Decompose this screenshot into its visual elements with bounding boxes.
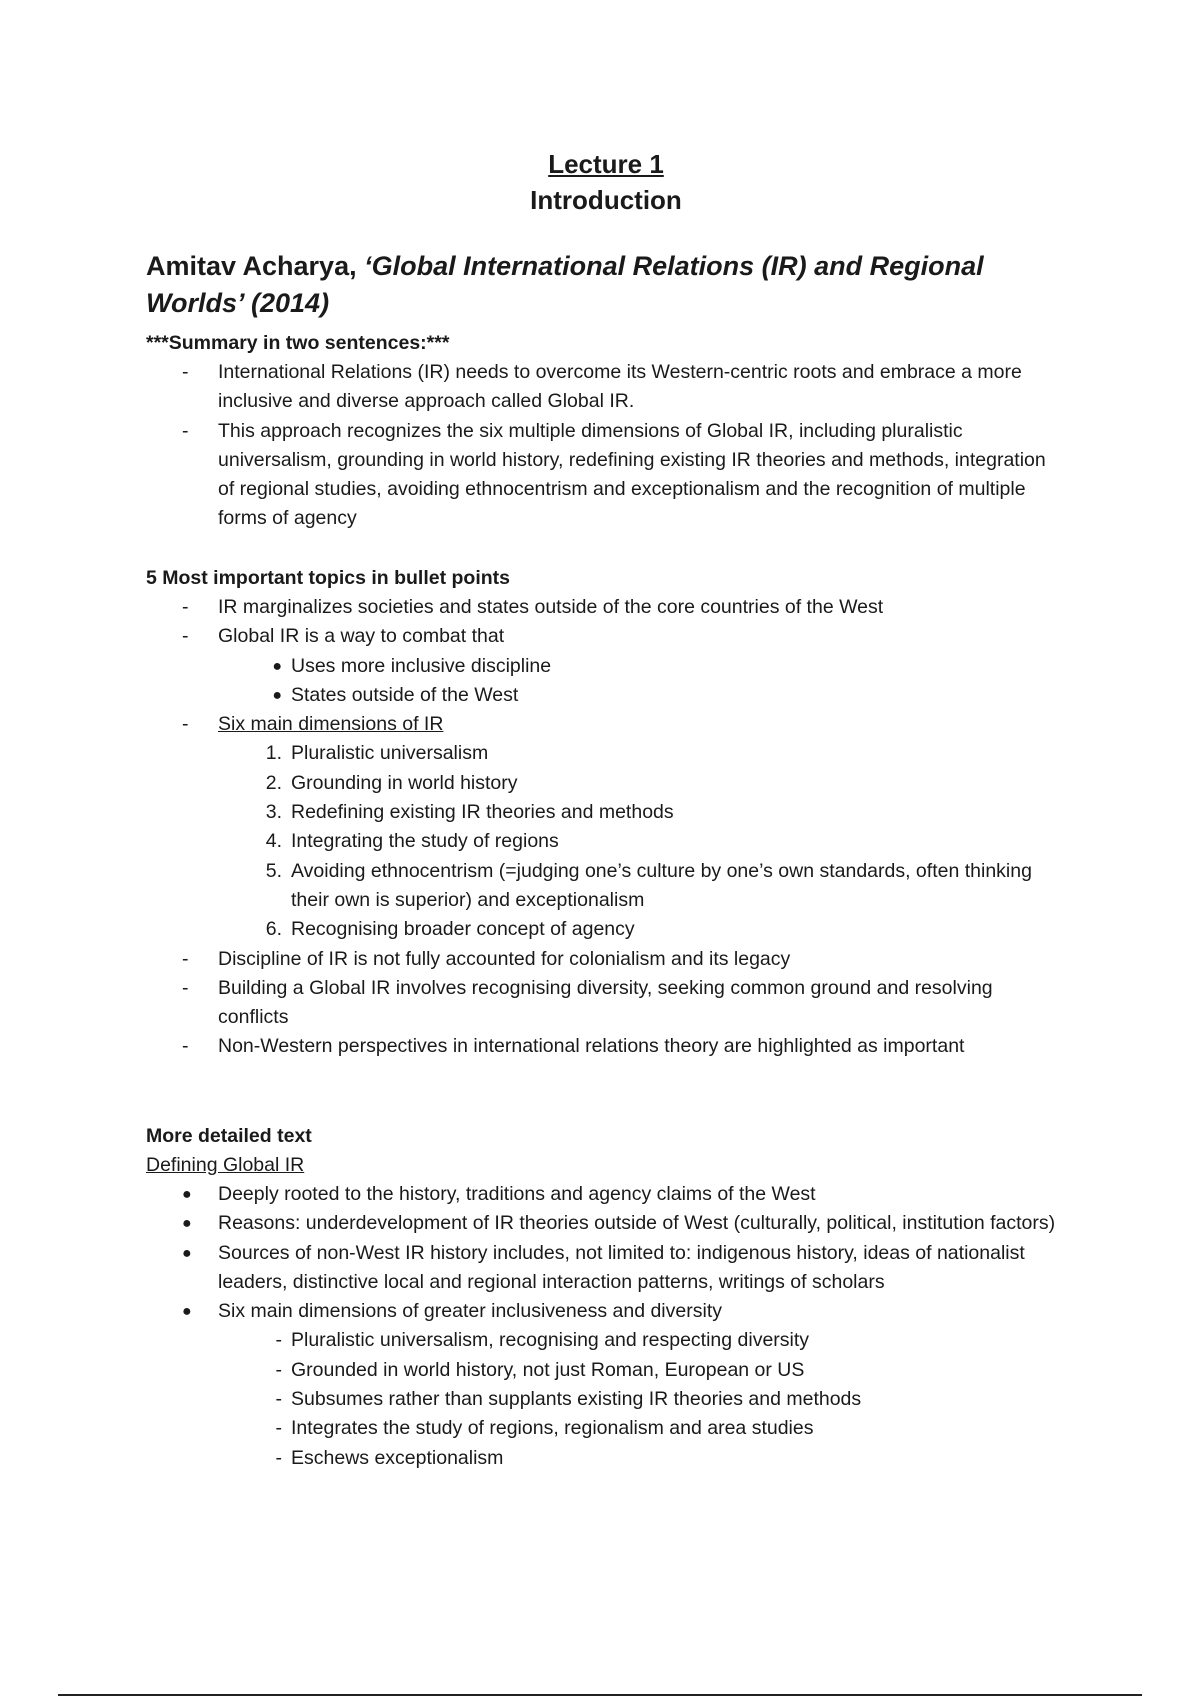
dash-marker: - — [182, 625, 189, 648]
list-item-text: States outside of the West — [291, 683, 519, 706]
list-item-text: Grounded in world history, not just Roman, European or US — [291, 1358, 805, 1381]
topics-label: 5 Most important topics in bullet points — [146, 567, 510, 589]
detailed-label: More detailed text — [146, 1125, 312, 1147]
page-bottom-rule — [58, 1694, 1142, 1696]
lecture-number: Lecture 1 — [548, 149, 664, 179]
bullet-marker: ● — [182, 1303, 192, 1321]
bullet-marker: ● — [182, 1244, 192, 1262]
list-item-text: Global IR is a way to combat that — [218, 625, 505, 648]
list-item-text: Sources of non-West IR history includes, not limited to: indigenous history, ideas of nationalist leaders, distinctive local and regional interaction patterns, writings of scholars — [218, 1241, 1025, 1293]
numbered-item — [146, 857, 1066, 916]
list-item-text: Integrates the study of regions, regionalism and area studies — [291, 1417, 814, 1440]
list-item — [146, 1444, 1066, 1473]
topics-section — [146, 564, 1066, 1062]
list-item — [146, 1180, 1066, 1209]
dash-marker: - — [182, 713, 189, 736]
list-item — [146, 945, 1066, 974]
dash-marker: - — [182, 976, 189, 999]
lecture-title: Introduction — [530, 185, 682, 215]
reading-author: Amitav Acharya, — [146, 251, 365, 281]
list-item — [146, 652, 1066, 681]
summary-section — [146, 329, 1066, 534]
list-item — [146, 593, 1066, 622]
list-item-text: Eschews exceptionalism — [291, 1446, 504, 1469]
list-item — [146, 1356, 1066, 1385]
list-item-text: Six main dimensions of greater inclusiveness and diversity — [218, 1300, 722, 1323]
list-item — [146, 1326, 1066, 1355]
list-item-text: Recognising broader concept of agency — [291, 918, 635, 941]
list-item-text: Pluralistic universalism, recognising and respecting diversity — [291, 1329, 810, 1352]
list-item — [146, 1385, 1066, 1414]
number-marker: 2. — [265, 771, 282, 794]
list-item-text: Deeply rooted to the history, traditions and agency claims of the West — [218, 1183, 816, 1205]
numbered-item — [146, 827, 1066, 856]
summary-label: ***Summary in two sentences:*** — [146, 332, 450, 354]
list-item — [146, 710, 1066, 739]
list-item — [146, 1297, 1066, 1326]
list-item — [146, 1209, 1066, 1238]
reading-title: ‘Global International Relations (IR) and Regional Worlds’ (2014) — [146, 251, 984, 318]
dash-marker: - — [275, 1417, 282, 1440]
dash-marker: - — [182, 947, 189, 970]
list-item-text: Pluralistic universalism — [291, 742, 489, 765]
numbered-item — [146, 915, 1066, 944]
list-item-text: International Relations (IR) needs to overcome its Western-centric roots and embrace a more inclusive and diverse approach called Global IR. — [218, 361, 1022, 413]
number-marker: 6. — [265, 918, 282, 941]
list-item-text: Building a Global IR involves recognising diversity, seeking common ground and resolving conflicts — [218, 976, 993, 1029]
dash-marker: - — [275, 1358, 282, 1381]
list-item-text: Discipline of IR is not fully accounted for colonialism and its legacy — [218, 947, 791, 970]
dash-marker: - — [182, 596, 189, 618]
summary-list — [146, 358, 1066, 534]
bullet-marker: ● — [272, 657, 282, 675]
number-marker: 1. — [265, 742, 282, 765]
list-item — [146, 358, 1066, 417]
reading-heading — [146, 248, 1066, 322]
bullet-marker: ● — [272, 686, 282, 704]
list-item — [146, 681, 1066, 710]
bullet-marker: ● — [182, 1215, 192, 1233]
list-item — [146, 622, 1066, 651]
list-item-text: Avoiding ethnocentrism (=judging one’s culture by one’s own standards, often thinking their own is superior) and exceptionalism — [291, 859, 1032, 911]
list-item — [146, 1032, 1066, 1061]
dash-marker: - — [182, 419, 189, 442]
numbered-item — [146, 769, 1066, 798]
dash-marker: - — [182, 361, 189, 383]
list-item-text: Reasons: underdevelopment of IR theories outside of West (culturally, political, institution factors) — [218, 1212, 1056, 1235]
detailed-list — [146, 1180, 1066, 1473]
list-item — [146, 974, 1066, 1033]
list-item-text: Subsumes rather than supplants existing IR theories and methods — [291, 1388, 862, 1411]
dash-marker: - — [182, 1035, 189, 1058]
numbered-item — [146, 798, 1066, 827]
dash-marker: - — [275, 1388, 282, 1411]
list-item-text: Uses more inclusive discipline — [291, 654, 552, 677]
title-block — [146, 146, 1066, 218]
topics-list — [146, 593, 1066, 1062]
detailed-section — [146, 1122, 1066, 1473]
dash-marker: - — [275, 1329, 282, 1352]
number-marker: 5. — [265, 859, 282, 882]
list-item-text: IR marginalizes societies and states outside of the core countries of the West — [218, 596, 884, 618]
detailed-sublabel: Defining Global IR — [146, 1154, 305, 1176]
number-marker: 3. — [265, 801, 282, 824]
list-item — [146, 417, 1066, 534]
list-item-text: Grounding in world history — [291, 771, 518, 794]
list-item-text: Integrating the study of regions — [291, 830, 559, 853]
list-item — [146, 1414, 1066, 1443]
numbered-item — [146, 739, 1066, 768]
list-item-text: Six main dimensions of IR — [218, 713, 444, 736]
list-item-text: Redefining existing IR theories and methods — [291, 801, 674, 824]
list-item — [146, 1239, 1066, 1298]
list-item-text: This approach recognizes the six multiple dimensions of Global IR, including pluralistic universalism, grounding in world history, redefining existing IR theories and methods, integration of regional studies, avoiding ethnocentrism and exceptionalism and the recognition of multiple forms of agency — [218, 419, 1046, 530]
dash-marker: - — [275, 1446, 282, 1469]
list-item-text: Non-Western perspectives in international relations theory are highlighted as important — [218, 1035, 965, 1058]
number-marker: 4. — [265, 830, 282, 853]
bullet-marker: ● — [182, 1186, 192, 1203]
